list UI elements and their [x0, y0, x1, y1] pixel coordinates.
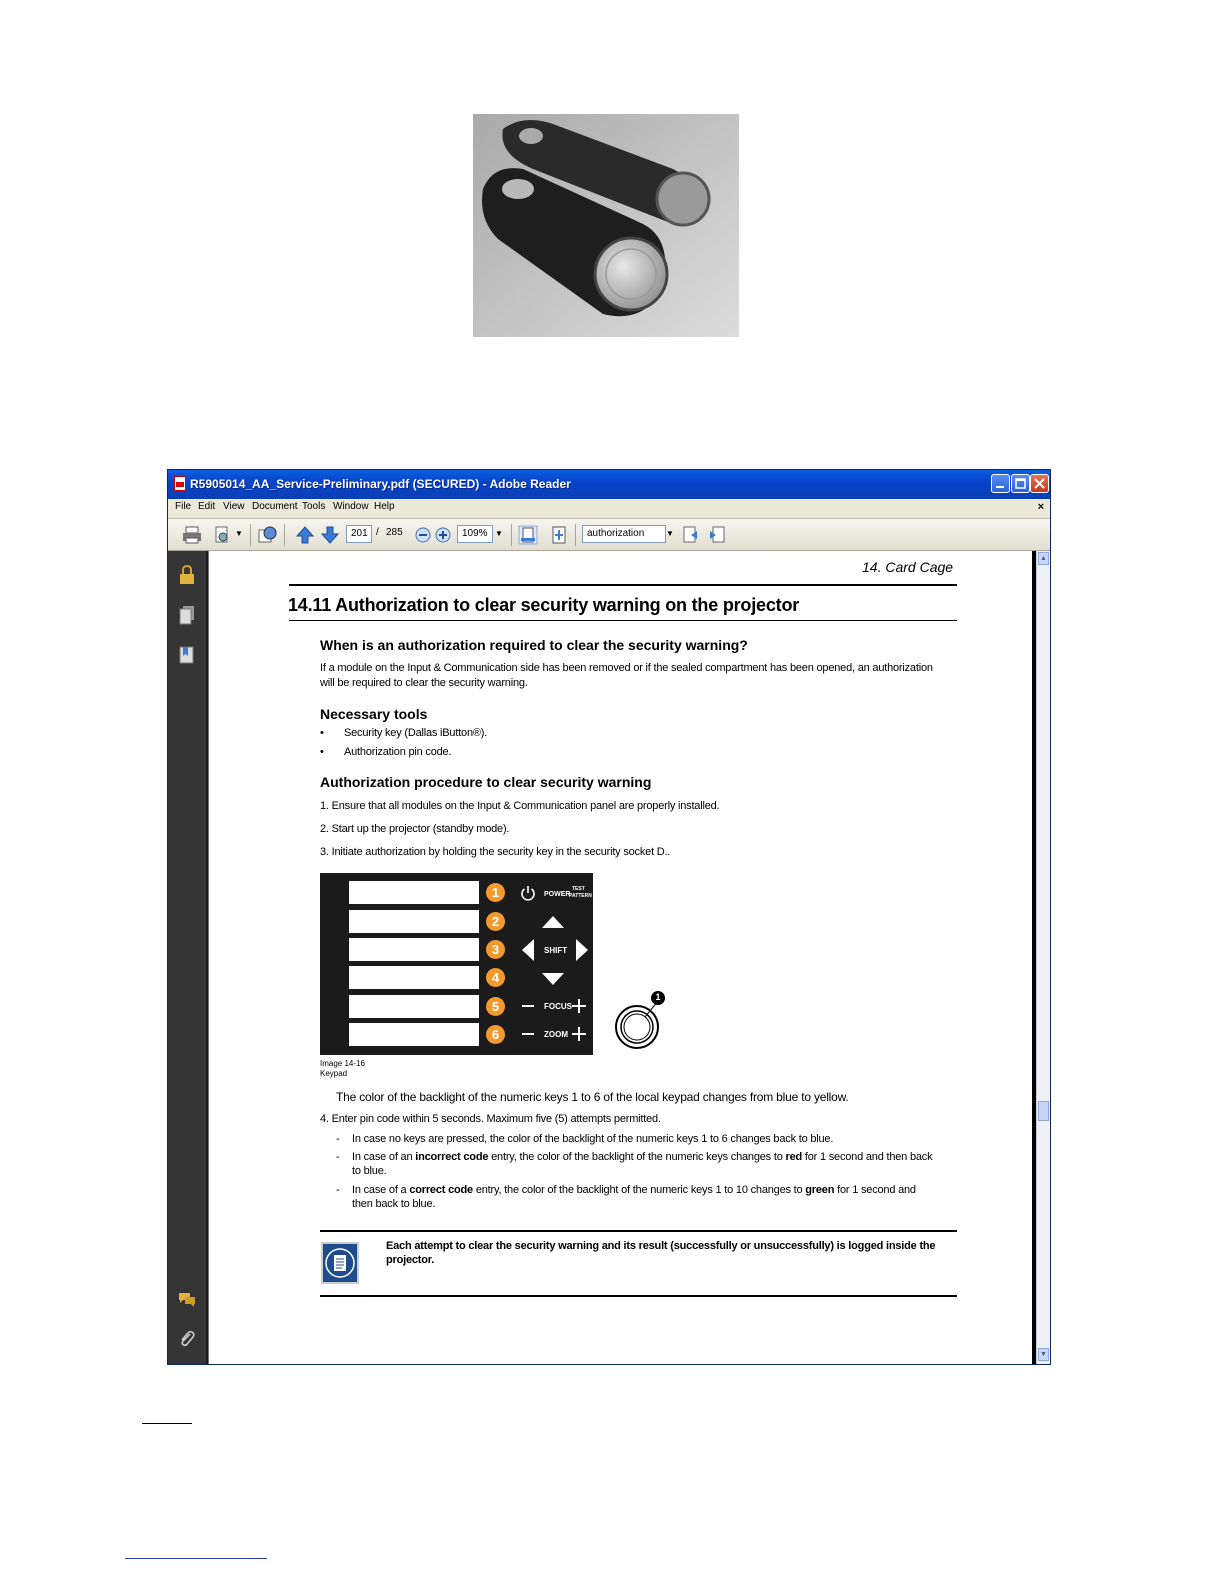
dash-icon: -: [336, 1184, 340, 1196]
key-number-badge: 3: [486, 940, 505, 959]
sub-text: entry, the color of the backlight of the numeric keys 1 to 10 changes to: [472, 1184, 806, 1196]
keypad-key: [349, 938, 479, 961]
arrow-left-icon: [522, 939, 534, 961]
divider: [142, 1423, 192, 1424]
menu-window[interactable]: Window: [333, 501, 369, 512]
menu-view[interactable]: View: [223, 501, 245, 512]
title-bar[interactable]: [168, 470, 1050, 499]
find-previous-icon[interactable]: [681, 525, 701, 545]
lock-icon[interactable]: [178, 565, 196, 585]
document-page: [208, 551, 1033, 1364]
sub-text: In case of an: [352, 1151, 416, 1163]
pdf-icon: [174, 476, 186, 491]
procedure-step: 2. Start up the projector (standby mode).: [320, 823, 510, 835]
pattern-label: PATTERN: [569, 893, 592, 899]
scroll-down-button[interactable]: ▼: [1038, 1348, 1049, 1361]
menu-bar: [168, 499, 1050, 519]
running-header: 14. Card Cage: [862, 559, 954, 575]
sub-text: for 1 second and then back: [802, 1151, 933, 1163]
maximize-icon: [1012, 475, 1029, 492]
sub-item-continued: then back to blue.: [352, 1198, 436, 1210]
footnote-divider: [125, 1558, 267, 1559]
print-icon[interactable]: [182, 525, 202, 545]
toolbar-separator: [284, 524, 285, 546]
question-heading: When is an authorization required to clear the security warning?: [320, 637, 748, 653]
next-page-icon[interactable]: [320, 525, 340, 545]
search-input[interactable]: authorization: [582, 525, 666, 543]
shift-label: SHIFT: [544, 946, 568, 955]
tool-item: Authorization pin code.: [344, 746, 452, 758]
key-number-badge: 2: [486, 912, 505, 931]
procedure-step: 3. Initiate authorization by holding the security key in the security socket D..: [320, 846, 671, 858]
sub-item: [352, 1151, 932, 1163]
chevron-down-icon[interactable]: ▼: [495, 529, 503, 538]
sub-item-continued: to blue.: [352, 1165, 387, 1177]
key-number-badge: 1: [486, 883, 505, 902]
keypad-key: [349, 881, 479, 904]
page-total: 285: [386, 527, 403, 538]
sub-text-bold: green: [805, 1184, 835, 1196]
adobe-reader-window: [167, 469, 1051, 1365]
arrow-down-icon: [542, 973, 564, 985]
dash-icon: -: [336, 1133, 340, 1145]
sub-text-bold: incorrect code: [415, 1151, 489, 1163]
menu-file[interactable]: File: [175, 501, 192, 512]
keypad-key: [349, 995, 479, 1018]
find-next-icon[interactable]: [707, 525, 727, 545]
keypad-key: [349, 910, 479, 933]
minimize-icon: [992, 475, 1009, 492]
window-title: R5905014_AA_Service-Preliminary.pdf (SECURED) - Adobe Reader: [190, 477, 571, 491]
question-text-line: If a module on the Input & Communication side has been removed or if the sealed compartment has been opened, an authorization: [320, 662, 933, 674]
fit-page-icon[interactable]: [549, 525, 569, 545]
tool-item: Security key (Dallas iButton®).: [344, 727, 488, 739]
scroll-up-button[interactable]: ▲: [1038, 552, 1049, 565]
note-icon: [321, 1242, 359, 1284]
comments-icon[interactable]: [178, 1289, 196, 1309]
test-label: TEST: [572, 886, 585, 892]
procedure-step: 1. Ensure that all modules on the Input & Communication panel are properly installed.: [320, 800, 720, 812]
arrow-right-icon: [576, 939, 588, 961]
plus-icon: [572, 999, 586, 1013]
chevron-down-icon[interactable]: ▼: [666, 529, 674, 538]
zoom-in-icon[interactable]: [433, 525, 453, 545]
section-title: 14.11 Authorization to clear security warning on the projector: [288, 595, 800, 615]
bullet-icon: •: [320, 727, 324, 739]
close-document-button[interactable]: ×: [1037, 501, 1044, 513]
fit-width-icon[interactable]: [518, 525, 538, 545]
bookmarks-icon[interactable]: [178, 645, 196, 665]
procedure-heading: Authorization procedure to clear security warning: [320, 774, 652, 790]
collaborate-icon[interactable]: [257, 525, 277, 545]
close-icon: [1031, 475, 1048, 492]
plus-icon: [572, 1027, 586, 1041]
page-number-input[interactable]: 201: [346, 525, 372, 543]
sub-item: [352, 1184, 916, 1196]
keypad-key: [349, 1023, 479, 1046]
question-text-line: will be required to clear the security warning.: [320, 677, 528, 689]
toolbar-separator: [250, 524, 251, 546]
sub-text-bold: red: [785, 1151, 803, 1163]
toolbar-separator: [575, 524, 576, 546]
socket-callout-number: 1: [655, 992, 661, 1002]
tools-heading: Necessary tools: [320, 706, 428, 722]
minus-icon: [522, 999, 534, 1013]
menu-help[interactable]: Help: [374, 501, 395, 512]
sub-text: for 1 second and: [834, 1184, 916, 1196]
image-caption: [320, 1059, 365, 1079]
dash-icon: -: [336, 1151, 340, 1163]
keypad-illustration: [320, 873, 593, 1055]
vertical-scrollbar[interactable]: [1036, 551, 1050, 1364]
procedure-step: 4. Enter pin code within 5 seconds. Maximum five (5) attempts permitted.: [320, 1113, 661, 1125]
image-caption-title: Keypad: [320, 1069, 348, 1078]
previous-page-icon[interactable]: [295, 525, 315, 545]
document-search-icon[interactable]: [213, 525, 233, 545]
menu-tools[interactable]: Tools: [302, 501, 326, 512]
arrow-up-icon: [542, 916, 564, 928]
scrollbar-thumb[interactable]: [1038, 1101, 1049, 1121]
toolbar: [168, 519, 1050, 551]
power-icon: [520, 885, 536, 901]
bullet-icon: •: [320, 746, 324, 758]
zoom-level-select[interactable]: 109%: [457, 525, 493, 543]
sub-text-bold: correct code: [409, 1184, 473, 1196]
sub-text: entry, the color of the backlight of the numeric keys changes to: [488, 1151, 786, 1163]
key-number-badge: 4: [486, 968, 505, 987]
maximize-button[interactable]: [1011, 474, 1030, 493]
minimize-button[interactable]: [991, 474, 1010, 493]
divider: [289, 584, 957, 586]
zoom-label: ZOOM: [544, 1030, 568, 1039]
pages-icon[interactable]: [178, 605, 196, 625]
sub-item: In case no keys are pressed, the color of the backlight of the numeric keys 1 to 6 changes back to blue.: [352, 1133, 834, 1145]
sub-text: In case of a: [352, 1184, 410, 1196]
power-label: POWER: [544, 891, 571, 898]
ibutton-key-photo: [473, 114, 739, 337]
zoom-out-icon[interactable]: [413, 525, 433, 545]
toolbar-separator: [511, 524, 512, 546]
divider: [289, 620, 957, 621]
key-number-badge: 6: [486, 1025, 505, 1044]
page-separator: /: [376, 527, 379, 538]
menu-edit[interactable]: Edit: [198, 501, 216, 512]
navigation-panel: [168, 551, 208, 1364]
backlight-text: The color of the backlight of the numeric keys 1 to 6 of the local keypad changes from blue to yellow.: [336, 1090, 849, 1104]
minus-icon: [522, 1027, 534, 1041]
chevron-down-icon[interactable]: ▼: [235, 529, 243, 538]
key-number-badge: 5: [486, 997, 505, 1016]
image-caption-number: Image 14-16: [320, 1059, 365, 1068]
attachment-icon[interactable]: [178, 1329, 196, 1349]
keypad-key: [349, 966, 479, 989]
note-box: [320, 1230, 957, 1297]
close-button[interactable]: [1030, 474, 1049, 493]
note-text: Each attempt to clear the security warning and its result (successfully or unsuccessfully) is logged inside the projector.: [386, 1240, 936, 1266]
focus-label: FOCUS: [544, 1002, 572, 1011]
menu-document[interactable]: Document: [252, 501, 298, 512]
